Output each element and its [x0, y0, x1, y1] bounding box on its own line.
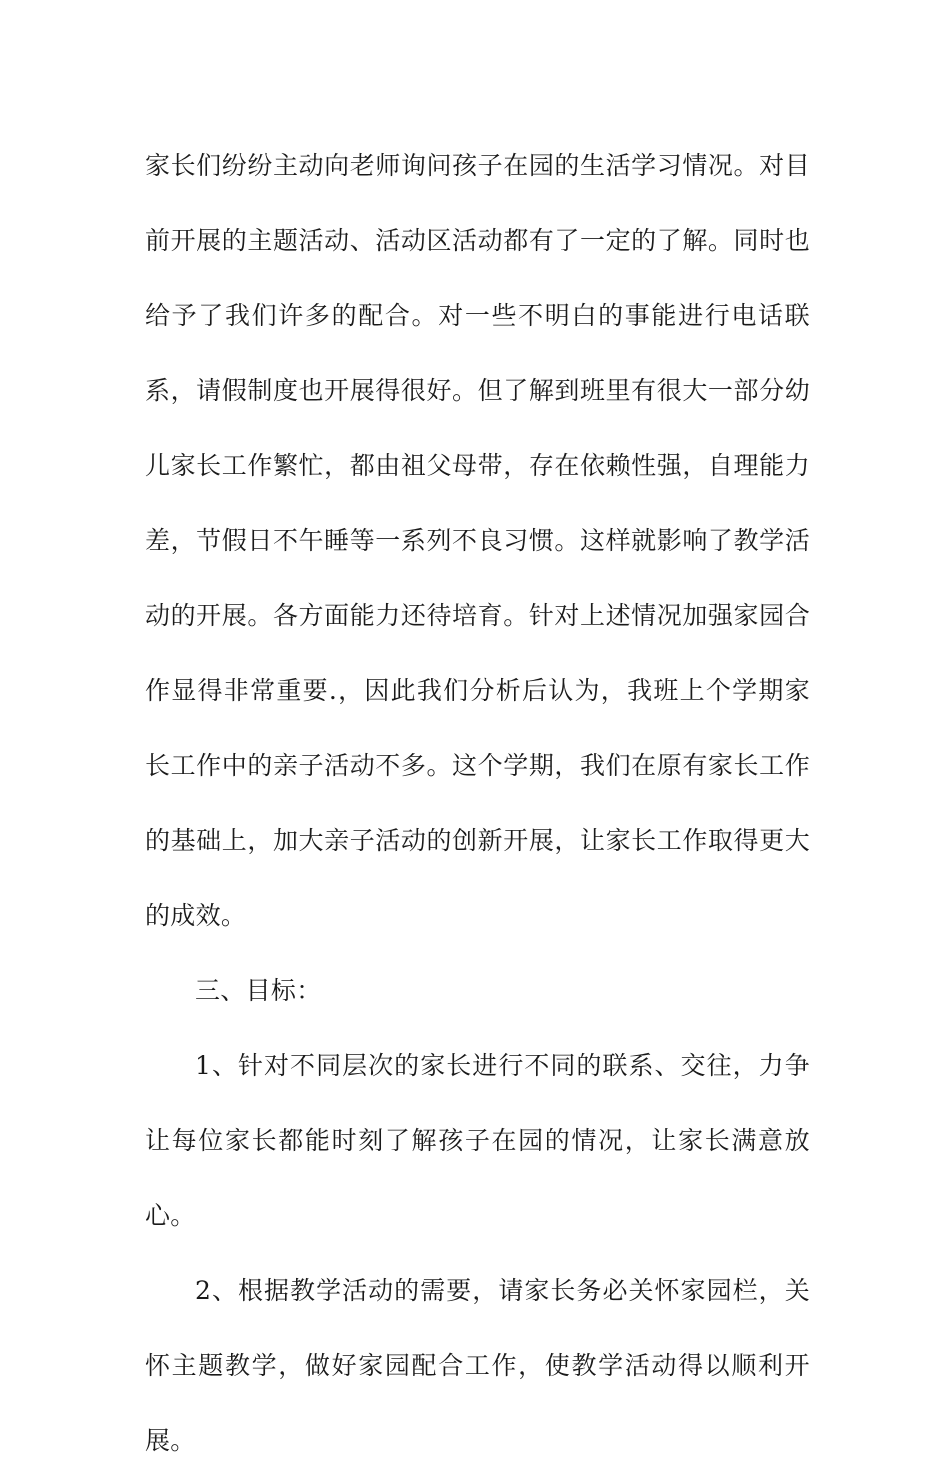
document-body	[145, 128, 810, 1478]
goal-item-1: 1、针对不同层次的家长进行不同的联系、交往，力争让每位家长都能时刻了解孩子在园的情况，让家长满意放心。	[145, 1051, 810, 1230]
paragraph-continuation: 家长们纷纷主动向老师询问孩子在园的生活学习情况。对目前开展的主题活动、活动区活动都有了一定的了解。同时也给予了我们许多的配合。对一些不明白的事能进行电话联系，请假制度也开展得很好。但了解到班里有很大一部分幼儿家长工作繁忙，都由祖父母带，存在依赖性强，自理能力差，节假日不午睡等一系列不良习惯。这样就影响了教学活动的开展。各方面能力还待培育。针对上述情况加强家园合作显得非常重要.，因此我们分析后认为，我班上个学期家长工作中的亲子活动不多。这个学期，我们在原有家长工作的基础上，加大亲子活动的创新开展，让家长工作取得更大的成效。	[145, 151, 810, 930]
goal-item-2: 2、根据教学活动的需要，请家长务必关怀家园栏，关怀主题教学，做好家园配合工作，使教学活动得以顺利开展。	[145, 1276, 810, 1455]
section-heading-goals: 三、目标：	[195, 976, 322, 1005]
